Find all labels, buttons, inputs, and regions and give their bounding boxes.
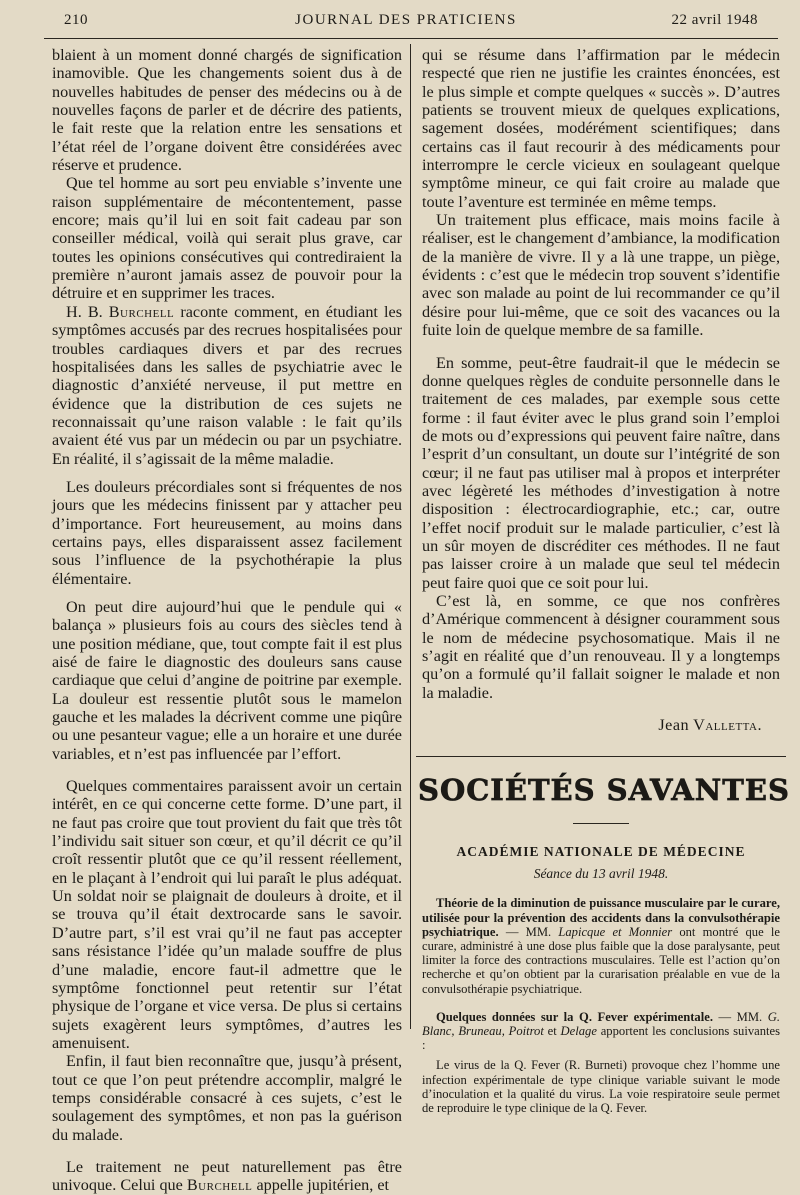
right-paragraph-1: qui se résume dans l’affirmation par le médecin respecté que rien ne justifie les craintes énoncées, est le plus simple et compte quelques « succès ». D’autres patients se trouvent mieux de quelques explications, sagement dosées, modérément scientifiques; dans certains cas il faut recourir à des médicaments pour interrompre le cercle vicieux en soulageant quelque symptôme mineur, ce qui fait croire au malade que toute l’aventure est terminée en même temps. [422, 46, 780, 211]
running-header [40, 8, 772, 36]
communication-2-title: Quelques données sur la Q. Fever expérimentale. [436, 1009, 713, 1024]
left-paragraph-3 [52, 303, 402, 468]
communication-1 [422, 896, 780, 995]
left-paragraph-2: Que tel homme au sort peu enviable s’invente une raison supplémentaire de mécontentement, passe encore; mais qu’il lui en soit fait cadeau par son conseiller médical, voilà qui serait plus grave, car toutes les opinions consécutives qui contrediraient la première n’auront jamais assez de pouvoir pour la détruire et en supprimer les traces. [52, 174, 402, 303]
communication-1-authors: Lapicque et Monnier [558, 924, 673, 939]
left-paragraph-5: On peut dire aujourd’hui que le pendule qui « balança » plusieurs fois au cours des siècles tend à une position médiane, que, tout compte fait il est plus aisé de faire le diagnostic des douleurs sans cause cardiaque que celui d’angine de poitrine par exemple. La douleur est ressentie plutôt sous le mamelon gauche et les malades la décrivent comme une piqûre ou une pesanteur vague; elle a un horaire et une durée variables, et n’est pas influencée par l’effort. [52, 597, 402, 763]
communication-2-authors-a: G. Blanc, Bruneau, Poitrot [422, 1009, 780, 1038]
right-column [418, 46, 790, 1116]
section-banner: SOCIÉTÉS SAVANTES [418, 773, 790, 808]
author-name: Burchell [186, 1176, 253, 1195]
communication-2-authors-b: Delage [560, 1024, 597, 1038]
page-number: 210 [64, 12, 88, 28]
communication-1-text: ont montré que le curare, administré à une dose plus faible que la dose paralysante, peut limiter la force des contractions musculaires. Telle est l’action qu’on recherche et qu’on obtient par la curarisation préalable en vue de la convulsothérapie psychiatrique. [422, 924, 780, 996]
academy-heading: ACADÉMIE NATIONALE DE MÉDECINE [456, 844, 746, 860]
journal-title: JOURNAL DES PRATICIENS [295, 12, 517, 28]
signature-first-name: Jean [658, 716, 690, 735]
left-paragraph-8-text-b: appelle jupitérien, et [256, 1176, 390, 1195]
issue-date: 22 avril 1948 [671, 12, 758, 28]
communication-2-and: et [543, 1024, 561, 1038]
left-column [52, 46, 402, 1195]
session-date: Séance du 13 avril 1948. [533, 866, 669, 882]
left-paragraph-8-text-a: Le traitement ne peut naturellement pas être univoque. Celui que [52, 1157, 402, 1195]
right-paragraph-2: Un traitement plus efficace, mais moins facile à réaliser, est le changement d’ambiance, la modification de la manière de vivre. Il y a là une trappe, un piège, évidents : c’est que le médecin trop souvent s’identifie avec son malade au point de lui recommander ce qu’il désire pour lui-même, que ce soit des vacances ou la fuite loin de quelque membre de sa famille. [422, 211, 780, 340]
left-paragraph-3-text: raconte comment, en étudiant les symptômes accusés par des recrues hospitalisées pour troubles cardiaques divers et par des recrues hospitalisées dans les salles de psychiatrie avec le diagnostic d’anxiété nerveuse, il put mettre en évidence que la distribution de ces sujets ne reconnaissait qu’une raison valable : le fait qu’ils avaient été vus par un médecin ou par un psychiatre. En réalité, il s’agissait de la même maladie. [52, 302, 402, 468]
left-paragraph-6: Quelques commentaires paraissent avoir un certain intérêt, en ce qui concerne cette forme. D’une part, il ne faut pas croire que tout provient du fait que très tôt l’individu sait situer son cœur, et qu’il décrit ce qu’il croît ressentir plutôt que ce qu’il ressent réellement, en le plaçant à l’endroit qui lui paraît le plus adéquat. Un soldat noir se plaignait de douleurs à droite, et il se trouva qu’il était dextrocarde sans le savoir. D’autre part, s’il est vrai qu’il ne faut pas accepter sans résistance l’idée qu’un malade souffre de plus d’une maladie, encore faut-il admettre que le symptôme fonctionnel peut retentir sur l’état physique de l’organe et vice versa. De plus si certains sujets exagèrent leurs symptômes, d’autres les amenuisent. [52, 777, 402, 1052]
banner-underline [573, 823, 629, 824]
right-paragraph-3: En somme, peut-être faudrait-il que le médecin se donne quelques règles de conduite personnelle dans le traitement de ces malades, par exemple sous cette forme : il faut éviter avec le plus grand soin l’emploi de mots ou d’expressions qui peuvent faire naître, dans l’esprit d’un consultant, un doute sur l’intégrité de son cœur; il ne faut pas utiliser mal à propos et interpréter avec légèreté les méthodes d’investigation à notre disposition : électrocardiographie, etc.; car, outre l’effet nocif produit sur le malade particulier, c’est là un sûr moyen de discréditer ces méthodes. Il ne faut pas laisser croire à un malade que seul tel médecin peut faire quoi que ce soit pour lui. [422, 353, 780, 592]
communication-2-conclusion: Le virus de la Q. Fever (R. Burneti) provoque chez l’homme une infection expérimentale de type clinique variable suivant le mode d’inoculation et la qualité du virus. La voie respiratoire seule permet de reproduire le type clinique de la Q. Fever. [422, 1058, 780, 1116]
communication-2-text: apportent les conclusions suivantes : [422, 1024, 780, 1053]
communication-1-title: Théorie de la diminution de puissance musculaire par le curare, utilisée pour la prévention des accidents dans la convulsothérapie psychiatrique. [422, 896, 780, 939]
signature-last-name: Valletta. [693, 716, 762, 735]
communication-2-dash: — MM. [712, 1009, 768, 1024]
column-divider [410, 44, 411, 1029]
header-rule [44, 38, 778, 39]
communication-2 [422, 1010, 780, 1053]
communication-1-dash: — MM. [498, 924, 559, 939]
right-paragraph-4: C’est là, en somme, ce que nos confrères d’Amérique commencent à désigner couramment sous le nom de médecine psychosomatique. Mais il ne s’agit en réalité que d’un renouveau. Il y a longtemps qu’on a formulé qu’il fallait soigner le malade et non la maladie. [422, 591, 780, 702]
left-paragraph-7: Enfin, il faut bien reconnaître que, jusqu’à présent, tout ce que l’on peut prétendre accomplir, malgré le temps considérable consacré à ces sujets, c’est le soulagement des symptômes, et non pas la guérison du malade. [52, 1052, 402, 1144]
author-name: Burchell [108, 302, 175, 321]
author-initials: H. B. [66, 302, 103, 321]
section-rule [416, 756, 786, 757]
left-paragraph-4: Les douleurs précordiales sont si fréquentes de nos jours que les médecins finissent par y attacher peu d’importance. Fort heureusement, au moins dans certains pays, elles disparaissent assez facilement sous l’influence de la psychothérapie la plus élémentaire. [52, 477, 402, 588]
proceedings [422, 896, 780, 1115]
article-signature [422, 716, 780, 734]
left-paragraph-8 [52, 1158, 402, 1195]
left-paragraph-1: blaient à un moment donné chargés de signification inamovible. Que les changements soient dus à de nouvelles habitudes de penser des médecins ou à de nouvelles façons de parler et de décrire des patients, le fait reste que la relation entre les sensations et l’état réel de l’organe doivent être considérées avec réserve et prudence. [52, 46, 402, 175]
